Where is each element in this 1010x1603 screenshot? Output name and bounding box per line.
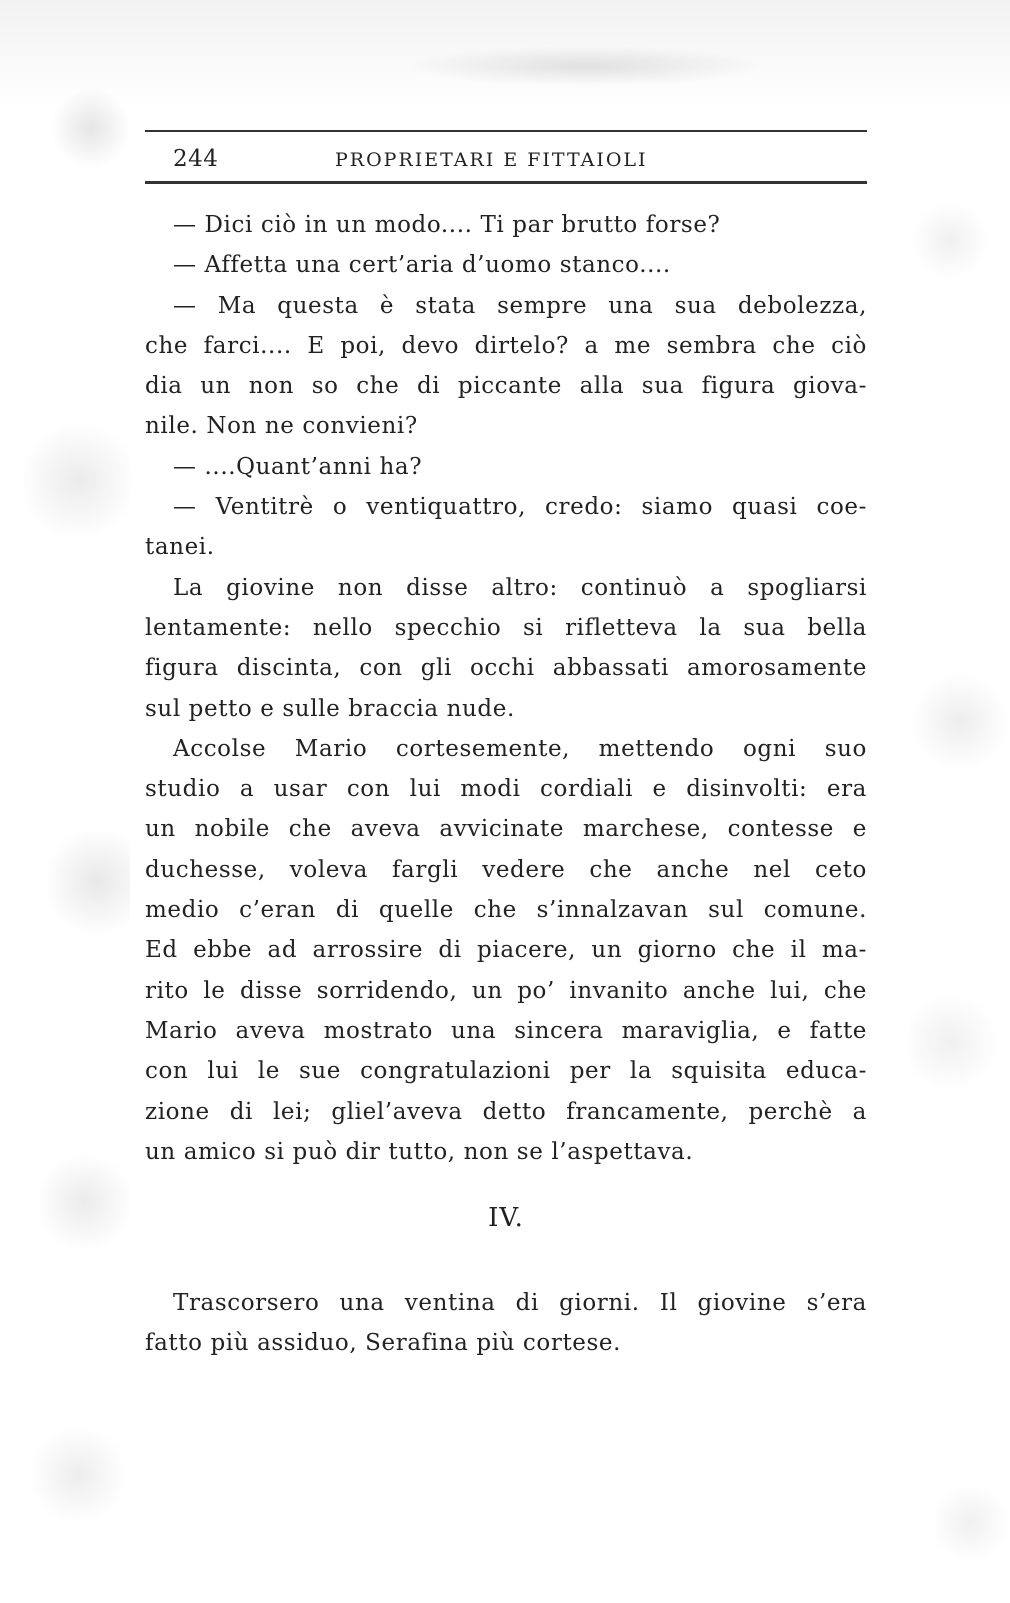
text-line: tanei. — [145, 534, 215, 561]
text-line: rito le disse sorridendo, un po’ invanito anche lui, che — [145, 977, 867, 1004]
text-line: fatto più assiduo, Serafina più cortese. — [145, 1330, 622, 1357]
page-header — [145, 146, 867, 178]
text-line: figura discinta, con gli occhi abbassati amorosamente — [145, 655, 867, 682]
text-line: — Ventitrè o ventiquattro, credo: siamo quasi coe- — [173, 494, 867, 521]
text-line: sul petto e sulle braccia nude. — [145, 695, 515, 722]
text-line: studio a usar con lui modi cordiali e disinvolti: era — [145, 776, 867, 803]
page-edge-noise-top — [0, 0, 1010, 110]
text-line: Trascorsero una ventina di giorni. Il giovine s’era — [173, 1290, 867, 1316]
text-line: zione di lei; gliel’aveva detto francamente, perchè a — [145, 1098, 867, 1125]
page-edge-noise-right — [910, 0, 1010, 1603]
text-line: Mario aveva mostrato una sincera maraviglia, e fatte — [145, 1017, 867, 1044]
text-line: — Ma questa è stata sempre una sua debolezza, — [173, 292, 867, 319]
text-line: Accolse Mario cortesemente, mettendo ogni suo — [173, 735, 867, 762]
text-line: La giovine non disse altro: continuò a spogliarsi — [173, 574, 867, 601]
text-line: un amico si può dir tutto, non se l’aspettava. — [145, 1138, 694, 1165]
header-rule-top — [145, 130, 867, 132]
text-line: — ....Quant’anni ha? — [173, 453, 423, 480]
text-line: — Affetta una cert’aria d’uomo stanco.... — [173, 252, 671, 279]
text-line: nile. Non ne convieni? — [145, 413, 418, 440]
section-heading: IV. — [488, 1203, 524, 1233]
page-edge-noise-left — [0, 0, 130, 1603]
section-text — [145, 1283, 867, 1364]
header-rule-bottom — [145, 181, 867, 184]
running-title: PROPRIETARI E FITTAIOLI — [335, 149, 648, 171]
text-line: duchesse, voleva fargli vedere che anche nel ceto — [145, 856, 867, 883]
text-line: medio c’eran di quelle che s’innalzavan sul comune. — [145, 897, 867, 924]
text-line: — Dici ciò in un modo.... Ti par brutto forse? — [173, 212, 721, 238]
page-number: 244 — [173, 146, 219, 172]
text-line: lentamente: nello specchio si rifletteva la sua bella — [145, 614, 867, 641]
text-line: un nobile che aveva avvicinate marchese, contesse e — [145, 816, 867, 843]
text-line: Ed ebbe ad arrossire di piacere, un giorno che il ma- — [145, 937, 867, 964]
body-text — [145, 205, 867, 1172]
text-line: che farci.... E poi, devo dirtelo? a me sembra che ciò — [145, 332, 867, 359]
text-line: dia un non so che di piccante alla sua figura giova- — [145, 373, 867, 400]
text-line: con lui le sue congratulazioni per la squisita educa- — [145, 1058, 867, 1085]
